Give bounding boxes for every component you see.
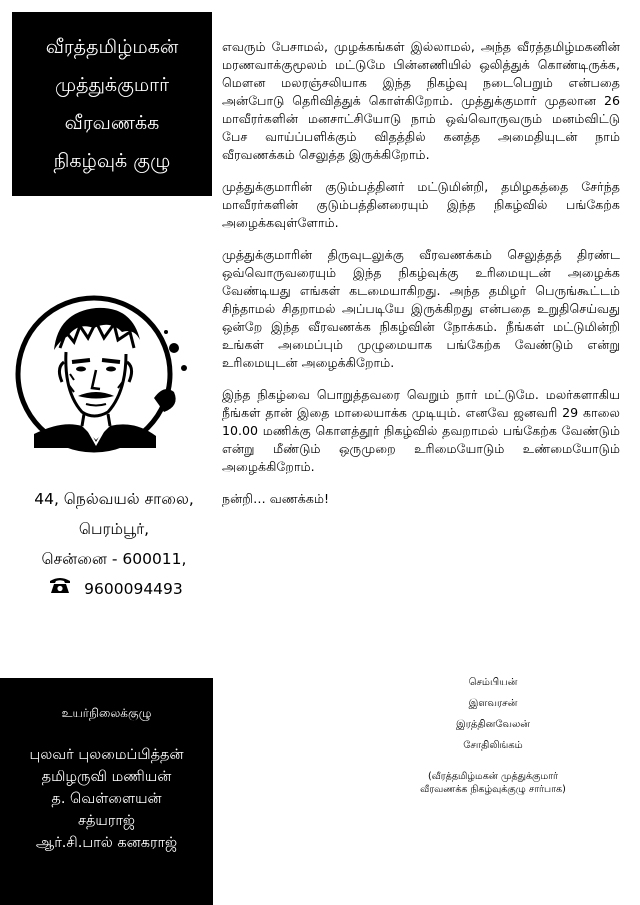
signatory-name: இளவரசன்: [468, 698, 518, 709]
committee-heading: உயர்நிலைக்குழு: [61, 706, 152, 720]
title-line-2: முத்துக்குமார்: [54, 74, 170, 96]
body-paragraph-2: முத்துக்குமாரின் குடும்பத்தினர் மட்டுமின்றி, தமிழகத்தை சேர்ந்த மாவீரர்களின் குடும்பத்தினரையும் இந்த நிகழ்வில் பங்கேற்க அழைக்கவுள்ளோம்.: [222, 179, 620, 230]
phone-line: [14, 574, 214, 604]
title-line-4: நிகழ்வுக் குழு: [53, 150, 171, 172]
signatory-name: இரத்தினவேலன்: [456, 719, 530, 730]
signatory-note: [388, 770, 598, 796]
high-level-committee-box: [0, 678, 213, 905]
signatory-note-line: (வீரத்தமிழ்மகன் முத்துக்குமார்: [427, 771, 559, 782]
committee-member: ஆர்.சி.பால் கனகராஜ்: [35, 835, 178, 851]
telephone-icon: [49, 576, 71, 594]
body-paragraph-3: முத்துக்குமாரின் திருவுடலுக்கு வீரவணக்கம் செலுத்தத் திரண்ட ஒவ்வொருவரையும் இந்த நிகழ்வுக்கு உரிமையுடன் அழைக்க வேண்டியது எங்கள் கடமையாகிறது. அந்த தமிழர் பெருங்கூட்டம் சிந்தாமல் சிதறாமல் அப்படியே இருக்கிறது என்பதை உறுதிசெய்வது ஒன்றே இந்த வீரவணக்க நிகழ்வின் நோக்கம். நீங்கள் மட்டுமின்றி உங்கள் அமைப்பும் முழுமையாக பங்கேற்க வேண்டும் என்று உரிமையுடன் அழைக்கிறோம்.: [222, 247, 620, 370]
body-paragraph-4: இந்த நிகழ்வை பொறுத்தவரை வெறும் நார் மட்டுமே. மலர்களாகிய நீங்கள் தான் இதை மாலையாக்க முடியும். எனவே ஜனவரி 29 காலை 10.00 மணிக்கு கொளத்தூர் நிகழ்வில் தவறாமல் பங்கேற்க வேண்டும் என்று மீண்டும் ஒருமுறை உரிமையோடும் உண்மையோடும் அழைக்கிறோம்.: [222, 387, 620, 474]
address-block: [14, 484, 214, 604]
address-line-2: பெரம்பூர்,: [78, 520, 150, 538]
title-line-3: வீரவணக்க: [64, 112, 160, 134]
committee-member: சத்யராஜ்: [77, 813, 136, 829]
title-line-1: வீரத்தமிழ்மகன்: [45, 36, 179, 58]
body-paragraph-1: எவரும் பேசாமல், முழக்கங்கள் இல்லாமல், அந்த வீரத்தமிழ்மகனின் மரணவாக்குமூலம் மட்டுமே பின்னணியில் ஒலித்துக் கொண்டிருக்க, மௌன மலரஞ்சலியாக இந்த நிகழ்வு நடைபெறும் என்பதை அன்போடு தெரிவித்துக் கொள்கிறோம். முத்துக்குமார் முதலான 26 மாவீரர்களின் மனசாட்சியோடு நாம் ஒவ்வொருவரும் மனம்விட்டு பேச வாய்ப்பளிக்கும் விதத்தில் கனத்த அமைதியுடன் நாம் வீரவணக்கம் செலுத்த இருக்கிறோம்.: [222, 39, 620, 162]
signatory-note-line: வீரவணக்க நிகழ்வுக்குழு சார்பாக): [420, 784, 566, 795]
committee-member: தமிழருவி மணியன்: [41, 769, 172, 785]
signatory-name: செம்பியன்: [468, 677, 518, 688]
portrait-sketch-icon: [14, 288, 210, 460]
closing-greeting: நன்றி… வணக்கம்!: [222, 491, 330, 506]
signatory-name: சோதிலிங்கம்: [463, 740, 523, 751]
invitation-body: [222, 38, 620, 522]
committee-member: த. வெள்ளையன்: [51, 791, 162, 807]
signatories-block: [388, 672, 598, 796]
address-line-3: சென்னை - 600011,: [41, 550, 187, 568]
phone-number: 9600094493: [84, 580, 183, 598]
address-line-1: 44, நெல்வயல் சாலை,: [34, 490, 194, 508]
committee-member: புலவர் புலமைப்பித்தன்: [29, 747, 184, 763]
committee-title-box: [12, 12, 212, 196]
